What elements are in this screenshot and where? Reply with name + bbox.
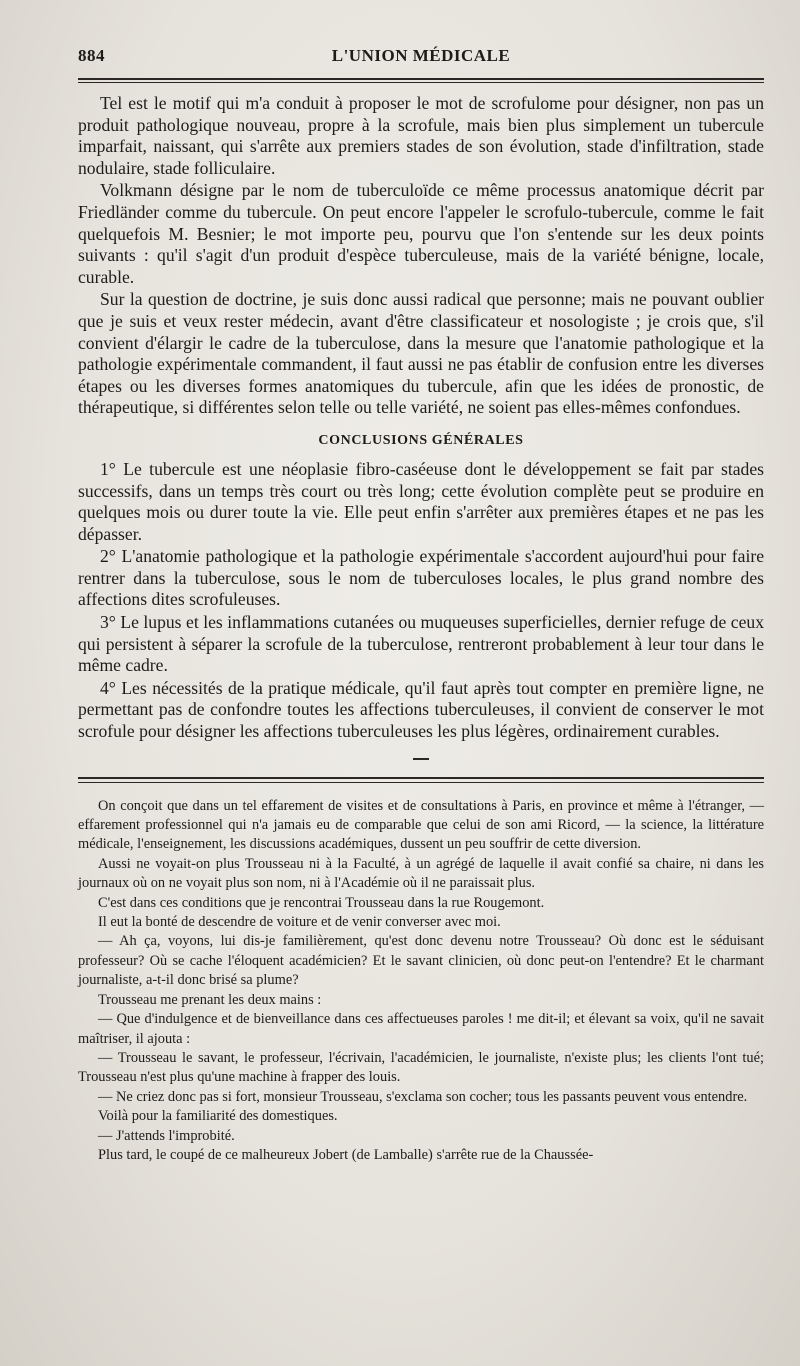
feuilleton-rule bbox=[78, 777, 764, 783]
page-header bbox=[78, 46, 764, 72]
conclusions-heading: CONCLUSIONS GÉNÉRALES bbox=[318, 432, 524, 448]
feuilleton-paragraph: Il eut la bonté de descendre de voiture et de venir converser avec moi. bbox=[98, 914, 501, 931]
feuilleton-paragraph: — Trousseau le savant, le professeur, l'écrivain, l'académicien, le journaliste, n'existe plus; les clients l'ont tué; Trousseau n'est plus qu'une machine à frapper des louis. bbox=[78, 1049, 764, 1086]
feuilleton-paragraph: C'est dans ces conditions que je rencontrai Trousseau dans la rue Rougemont. bbox=[98, 894, 545, 911]
page-number: 884 bbox=[78, 46, 105, 65]
feuilleton-paragraph: Voilà pour la familiarité des domestiques. bbox=[98, 1108, 338, 1125]
article-end-separator bbox=[78, 747, 764, 765]
conclusion-item: 1° Le tubercule est une néoplasie fibro-caséeuse dont le développement se fait par stades successifs, dans un temps très court ou très long; cette évolution complète peut se produire en quelques mois ou durer toute la vie. Elle peut enfin s'arrêter aux premières étapes et ne pas les dépasser. bbox=[78, 458, 764, 544]
journal-title: L'UNION MÉDICALE bbox=[331, 46, 511, 65]
feuilleton-section bbox=[78, 797, 764, 1166]
header-rule bbox=[78, 78, 764, 80]
feuilleton-paragraph: Aussi ne voyait-on plus Trousseau ni à la Faculté, à un agrégé de laquelle il avait confié sa chaire, ni dans les journaux où on ne voyait plus son nom, ni à l'Académie où il ne paraissait plus. bbox=[78, 855, 764, 892]
article-body bbox=[78, 93, 764, 743]
article-paragraph: Tel est le motif qui m'a conduit à proposer le mot de scrofulome pour désigner, non pas un produit pathologique nouveau, propre à la scrofule, mais bien plus simplement un tubercule imparfait, naissant, qui s'arrête aux premiers stades de son évolution, stade d'infiltration, stade nodulaire, stade folliculaire. bbox=[78, 93, 764, 178]
conclusion-item: 4° Les nécessités de la pratique médicale, qu'il faut après tout compter en première ligne, ne permettant pas de confondre toutes les affections tuberculeuses, il convient de conserver le mot scrofule pour désigner les affections tuberculeuses les plus légères, ordinairement curables. bbox=[78, 677, 764, 742]
feuilleton-paragraph: Trousseau me prenant les deux mains : bbox=[98, 991, 322, 1008]
conclusion-item: 3° Le lupus et les inflammations cutanées ou muqueuses superficielles, dernier refuge de ceux qui persistent à séparer la scrofule de la tuberculose, rentreront probablement à leur tour dans le même cadre. bbox=[78, 612, 764, 676]
article-paragraph: Sur la question de doctrine, je suis donc aussi radical que personne; mais ne pouvant oublier que je suis et veux rester médecin, avant d'être classificateur et nosologiste ; je crois que, s'il convient d'élargir le cadre de la tuberculose, dans la mesure que l'anatomie pathologique et la pathologie expérimentale commandent, il faut aussi ne pas établir de confusion entre les diverses étapes ou les diverses formes anatomiques du tubercule, afin que les idées de pronostic, de thérapeutique, si différentes selon telle ou telle variété, ne soient pas elles-mêmes confondues. bbox=[78, 289, 764, 418]
feuilleton-paragraph: — J'attends l'improbité. bbox=[98, 1127, 235, 1144]
feuilleton-paragraph: — Que d'indulgence et de bienveillance dans ces affectueuses paroles ! me dit-il; et élevant sa voix, qu'il ne savait maîtriser, il ajouta : bbox=[78, 1011, 764, 1047]
feuilleton-paragraph: — Ne criez donc pas si fort, monsieur Trousseau, s'exclama son cocher; tous les passants peuvent vous entendre. bbox=[98, 1088, 748, 1105]
header-rule-thin bbox=[78, 82, 764, 83]
feuilleton-paragraph: — Ah ça, voyons, lui dis-je familièrement, qu'est donc devenu notre Trousseau? Où donc est le séduisant professeur? Où se cache l'éloquent académicien? Et le savant clinicien, où donc peut-on l'entendre? Et le charmant journaliste, a-t-il donc brisé sa plume? bbox=[78, 933, 764, 989]
feuilleton-paragraph: Plus tard, le coupé de ce malheureux Jobert (de Lamballe) s'arrête rue de la Chaussée- bbox=[98, 1146, 594, 1163]
conclusion-item: 2° L'anatomie pathologique et la pathologie expérimentale s'accordent aujourd'hui pour faire rentrer dans la tuberculose, sous le nom de tuberculoses locales, le plus grand nombre des affections dites scrofuleuses. bbox=[78, 546, 764, 610]
feuilleton-paragraph: On conçoit que dans un tel effarement de visites et de consultations à Paris, en province et même à l'étranger, — effarement professionnel qui n'a jamais eu de comparable que celui de son ami Ricord, — la science, la littérature médicale, l'enseignement, les discussions académiques, dussent un peu souffrir de cette diversion. bbox=[78, 797, 764, 853]
article-paragraph: Volkmann désigne par le nom de tuberculoïde ce même processus anatomique décrit par Friedländer comme du tubercule. On peut encore l'appeler le scrofulo-tubercule, comme le fait quelquefois M. Besnier; le mot importe peu, pourvu que l'on s'entende sur les deux points suivants : qu'il s'agit d'un produit d'espèce tuberculeuse, mais de la variété bénigne, locale, curable. bbox=[78, 180, 764, 287]
